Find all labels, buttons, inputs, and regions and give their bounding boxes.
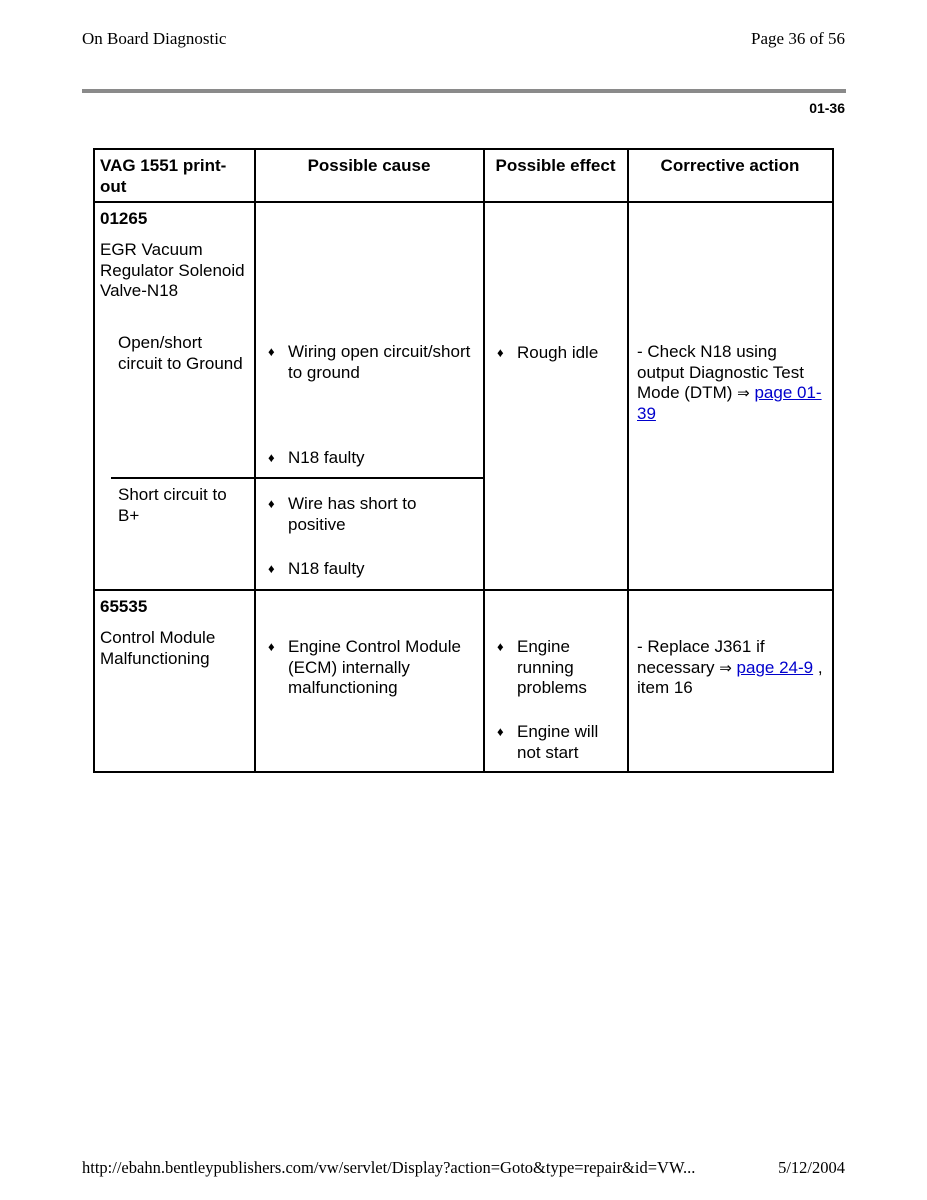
column-header-cause: Possible cause [307, 156, 431, 175]
fault-condition: Open/short circuit to Ground [118, 333, 243, 373]
bullet-icon: ♦ [268, 344, 275, 359]
table-border-bottom [93, 771, 834, 773]
action-text: - Check N18 using output Diagnostic Test Mode (DTM) [637, 342, 804, 402]
bullet-icon: ♦ [497, 345, 504, 360]
corrective-action [637, 637, 827, 699]
header-divider-line [93, 201, 834, 203]
cause-item: N18 faulty [288, 559, 365, 578]
table-border-left [93, 148, 95, 773]
page-link[interactable]: page 24-9 [736, 657, 814, 677]
bullet-icon: ♦ [497, 639, 504, 654]
action-suffix: , item 16 [637, 657, 823, 697]
bullet-icon: ♦ [497, 724, 504, 739]
page-indicator: Page 36 of 56 [751, 29, 845, 48]
header-divider [82, 89, 846, 93]
row-divider-line [93, 589, 834, 591]
table-border-right [832, 148, 834, 773]
cause-item: Engine Control Module (ECM) internally malfunctioning [288, 637, 461, 697]
bullet-icon: ♦ [268, 450, 275, 465]
component-name: EGR Vacuum Regulator Solenoid Valve-N18 [100, 240, 245, 300]
column-divider-3 [627, 148, 629, 773]
fault-condition: Short circuit to B+ [118, 485, 227, 525]
column-divider-2 [483, 148, 485, 773]
column-header-action: Corrective action [660, 156, 800, 175]
print-date: 5/12/2004 [778, 1158, 845, 1177]
subrow-divider-line [111, 477, 484, 479]
effect-item: Engine will not start [517, 722, 599, 762]
cause-item: N18 faulty [288, 448, 365, 467]
bullet-icon: ♦ [268, 561, 275, 576]
component-name: Control Module Malfunctioning [100, 628, 216, 668]
effect-item: Rough idle [517, 343, 599, 362]
bullet-icon: ♦ [268, 496, 275, 511]
document-title: On Board Diagnostic [82, 29, 227, 48]
arrow-right-icon: ⇒ [737, 384, 750, 402]
cause-item: Wire has short to positive [288, 494, 417, 534]
fault-code: 65535 [100, 597, 148, 616]
page-code: 01-36 [809, 100, 845, 116]
column-divider-1 [254, 148, 256, 773]
action-text: - Replace J361 if necessary [637, 637, 765, 677]
column-header-effect: Possible effect [495, 156, 616, 175]
arrow-right-icon: ⇒ [719, 658, 732, 677]
effect-item: Engine running problems [517, 637, 587, 697]
page-link[interactable]: page 01-39 [637, 383, 822, 423]
column-header-printout: VAG 1551 print-out [100, 156, 227, 196]
bullet-icon: ♦ [268, 639, 275, 654]
corrective-action [637, 342, 827, 424]
table-border-top [93, 148, 834, 150]
fault-code: 01265 [100, 209, 148, 228]
cause-item: Wiring open circuit/short to ground [288, 342, 471, 382]
source-url: http://ebahn.bentleypublishers.com/vw/servlet/Display?action=Goto&type=repair&id=VW... [82, 1158, 696, 1177]
